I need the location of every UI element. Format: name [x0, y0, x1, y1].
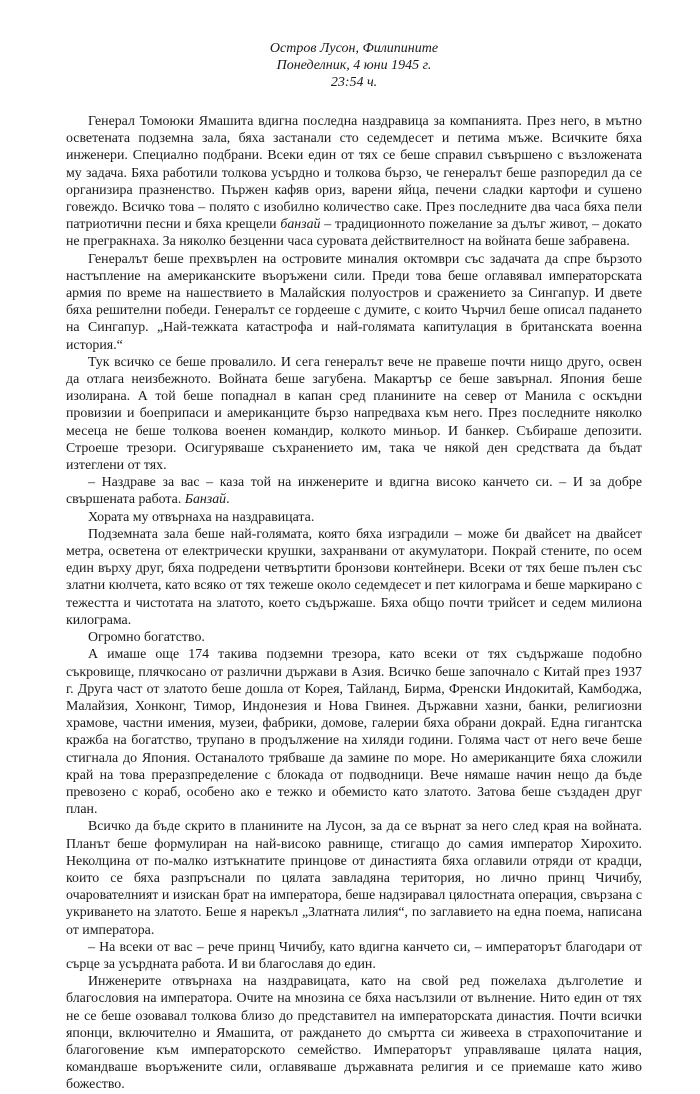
heading-place: Остров Лусон, Филипините [269, 41, 439, 56]
paragraph: Хората му отвърнаха на наздравицата. [88, 509, 315, 525]
paragraph: Тук всичко се беше провалило. И сега генералът вече не правеше почти нищо друго, освен да отлага неизбежното. Войната беше загубена. Макартър се беше завърнал. Япония беше изолирана. А той беше попаднал в капан сред планините на север от Манила с оскъдни провизии и боеприпаси и американците бързо напредваха към него. През последните няколко месеца не беше толкова военен командир, колкото миньор. И банкер. Събираше депозити. Строеше трезори. Осигуряваше съхранението им, така че някой ден средствата да бъдат изтеглени от тях. [66, 354, 642, 474]
paragraph: Подземната зала беше най-голямата, която бяха изградили – може би двайсет на двайсет метра, осветена от електрически крушки, захранвани от акумулатори. Покрай стените, по осем един върху друг, бяха подредени четвъртити бронзови контейнери. Всеки от тях беше пълен със златни кюлчета, като всяко от тях тежеше около седемдесет и пет килограма и беше маркирано с тежестта и чистотата на златото, което съдържаше. Бяха общо почти трийсет и седем милиона килограма. [66, 526, 642, 628]
paragraph: Генералът беше прехвърлен на островите миналия октомври със задачата да спре бързото настъпление на американските въоръжени сили. Преди това беше оглавявал императорската армия по време на нашествието в Малайския полуостров и сражението за Сингапур. И двете бяха решителни победи. Генералът се гордееше с думите, с които Чърчил беше описал падането на Сингапур. „Най-тежката катастрофа и най-голямата капитулация в британската военна история.“ [66, 251, 642, 353]
chapter-heading [66, 40, 642, 91]
heading-time: 23:54 ч. [330, 75, 378, 90]
paragraph: А имаше още 174 такива подземни трезора, като всеки от тях съдържаше подобно съкровище, плячкосано от различни държави в Азия. Всичко беше започнало с Китай през 1937 г. Друга част от златото беше дошла от Корея, Тайланд, Бирма, Френски Индокитай, Камбоджа, Малайзия, Хонконг, Тимор, Индонезия и Нова Гвинея. Държавни хазни, банки, религиозни храмове, частни имения, музеи, фабрики, домове, галерии бяха обрани докрай. Една гигантска кражба на богатство, трупано в продължение на хиляди години. Голяма част от него вече беше стигнала до Япония. Останалото трябваше да замине по море. Но американците бяха сложили край на това преразпределение с блокада от подводници. Вече нямаше начин нещо да бъде превозено с кораб, особено ако е тежко и обемисто като златото. Затова беше създаден друг план. [66, 647, 642, 818]
paragraph: Генерал Томоюки Ямашита вдигна последна наздравица за компанията. През него, в мътно осветената подземна зала, бяха застанали сто седемдесет и петима мъже. Всичките бяха инженери. Специално подбрани. Всеки един от тях се беше справил съвършено с възложената му задача. Бяха работили толкова усърдно и толкова бързо, че генералът беше разпоредил да се организира празненство. Пържен кафяв ориз, варени яйца, печени сладки картофи и сушено говеждо. Всичко това – полято с изобилно количество саке. През последните два часа бяха пели патриотични песни и бяха крещели банзай – традиционното пожелание за дълъг живот, – докато не прегракнаха. За няколко безценни часа суровата действителност на войната беше забравена. [66, 114, 642, 250]
paragraph: Инженерите отвърнаха на наздравицата, като на свой ред пожелаха дълголетие и благословия на императора. Очите на мнозина се бяха насълзили от вълнение. Нито един от тях не се беше озовавал толкова близо до представител на императорската династия. Почти всички японци, включително и Ямашита, от раждането до смъртта си живееха в страхопочитание и благоговение към императорското семейство. Императорът управляваше цялата нация, командваше въоръжените сили, оглавяваше държавната религия и се приемаше като живо божество. [66, 974, 642, 1093]
document-body [66, 113, 642, 1094]
paragraph: Огромно богатство. [88, 630, 205, 646]
heading-date: Понеделник, 4 юни 1945 г. [276, 58, 432, 73]
paragraph: – На всеки от вас – рече принц Чичибу, като вдигна канчето си, – императорът благодари от сърце за усърдната работа. И ви благославя до един. [66, 939, 642, 972]
paragraph: – Наздраве за вас – каза той на инженерите и вдигна високо канчето си. – И за добре свършената работа. Банзай. [66, 475, 642, 508]
paragraph: Всичко да бъде скрито в планините на Лусон, за да се върнат за него след края на войната. Планът беше формулиран на най-високо равнище, стигащо до самия император Хирохито. Неколцина от по-малко изтъкнатите принцове от династията бяха оглавили отряди от крадци, които се бяха разпръснали по цялата завладяна територия, но лично принц Чичибу, очарователният и изискан брат на императора, беше надзиравал цялостната операция, свързана с укриването на златото. Беше я нарекъл „Златната лилия“, по заглавието на една поема, написана от императора. [66, 819, 642, 938]
